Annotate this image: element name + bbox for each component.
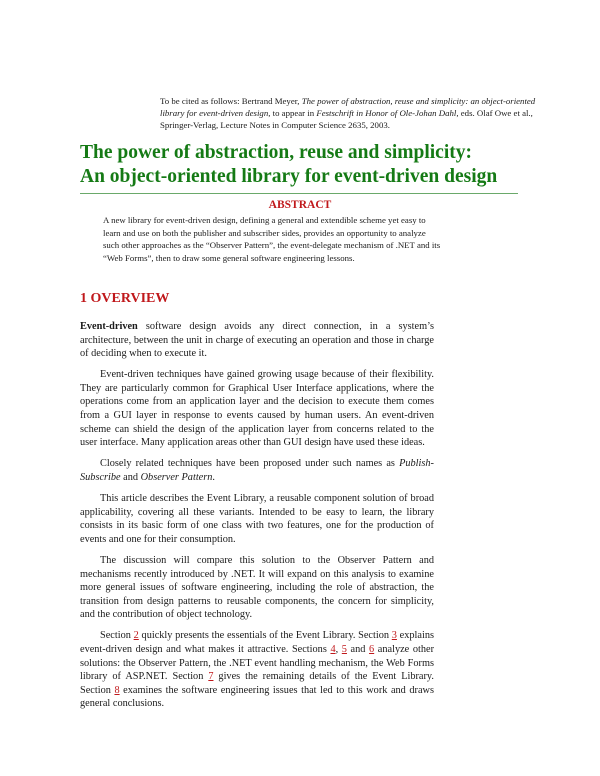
section-link-8[interactable]: 8 bbox=[114, 684, 120, 696]
citation-mid: , to appear in bbox=[268, 108, 317, 118]
section-body bbox=[80, 320, 434, 718]
citation-note bbox=[160, 95, 540, 131]
paragraph-1-lead: Event-driven bbox=[80, 321, 138, 332]
p6-text-8: examines the software engineering issues that led to this work and draws general conclusions. bbox=[80, 684, 434, 710]
term-observer-pattern: Observer Pattern bbox=[140, 471, 213, 483]
abstract-heading: ABSTRACT bbox=[268, 199, 332, 211]
citation-venue: Festschrift in Honor of Ole-Johan Dahl bbox=[316, 108, 457, 118]
section-link-7[interactable]: 7 bbox=[208, 671, 214, 683]
title-divider bbox=[80, 193, 518, 194]
p6-text-6: analyze other solutions: the Observer Pattern, the .NET event handling mechanism, the Web Forms library of ASP.NET. Section bbox=[80, 643, 434, 683]
section-link-3[interactable]: 3 bbox=[391, 630, 397, 642]
paragraph-3-text-b: and bbox=[120, 471, 141, 483]
paper-title bbox=[80, 141, 540, 189]
paper-title-line1: The power of abstraction, reuse and simplicity: bbox=[80, 142, 472, 163]
citation-paper-title: The power of abstraction, reuse and simplicity: an object-oriented library for event-driven design bbox=[160, 96, 536, 118]
section-link-5[interactable]: 5 bbox=[341, 643, 347, 655]
paragraph-3-text-a: Closely related techniques have been proposed under such names as bbox=[100, 458, 400, 470]
paragraph-3-text-c: . bbox=[212, 471, 215, 483]
term-publish-subscribe: Publish-Subscribe bbox=[80, 458, 434, 483]
paragraph-4: This article describes the Event Library, a reusable component solution of broad applicability, covering all these variants. Intended to be easy to learn, the library consists in its basic form of one class with two features, one for the production of events and one for their consumption. bbox=[80, 493, 434, 545]
paragraph-1-text: software design avoids any direct connection, in a system’s architecture, between the unit in charge of executing an operation and those in charge of deciding when to execute it. bbox=[80, 321, 434, 360]
paper-title-line2: An object-oriented library for event-driven design bbox=[80, 166, 498, 187]
p6-text-3: explains event-driven design and what makes it attractive. Sections bbox=[80, 630, 434, 655]
paragraph-6 bbox=[80, 629, 434, 711]
citation-prefix: To be cited as follows: Bertrand Meyer, bbox=[160, 96, 302, 106]
p6-text-4: , bbox=[335, 643, 342, 655]
p6-text-7: gives the remaining details of the Event Library. Section bbox=[80, 671, 434, 696]
paragraph-3 bbox=[80, 457, 434, 484]
paragraph-1 bbox=[80, 320, 434, 361]
section-link-6[interactable]: 6 bbox=[369, 643, 375, 655]
paragraph-2: Event-driven techniques have gained growing usage because of their flexibility. They are particularly common for Graphical User Interface applications, where the operations come from an application layer and the decision to execute them comes from a GUI layer in response to events caused by human users. An event-driven scheme can shield the design of the application layer from concerns related to the user interface. Many application areas other than GUI design have used these ideas. bbox=[80, 369, 434, 449]
p6-text-5: and bbox=[346, 643, 370, 655]
section-link-4[interactable]: 4 bbox=[330, 643, 336, 655]
paragraph-5: The discussion will compare this solution to the Observer Pattern and mechanisms recently introduced by .NET. It will expand on this analysis to examine more general issues of software engineering, including the role of abstraction, the transition from design patterns to reusable components, the concern for simplicity, and the contribution of object technology. bbox=[80, 554, 434, 621]
citation-suffix: , eds. Olaf Owe et al., Springer-Verlag, Lecture Notes in Computer Science 2635, 2003. bbox=[160, 108, 533, 130]
p6-text-1: Section bbox=[100, 630, 134, 642]
abstract-text: A new library for event-driven design, defining a general and extendible scheme yet easy to learn and use on both the publisher and subscriber sides, provides an opportunity to analyze such other approaches as the “Observer Pattern”, the event-delegate mechanism of .NET and its “Web Forms”, then to draw some general software engineering lessons. bbox=[103, 215, 441, 263]
section-heading-overview: 1 OVERVIEW bbox=[80, 291, 170, 306]
p6-text-2: quickly presents the essentials of the Event Library. Section bbox=[138, 630, 392, 642]
section-link-2[interactable]: 2 bbox=[133, 630, 139, 642]
